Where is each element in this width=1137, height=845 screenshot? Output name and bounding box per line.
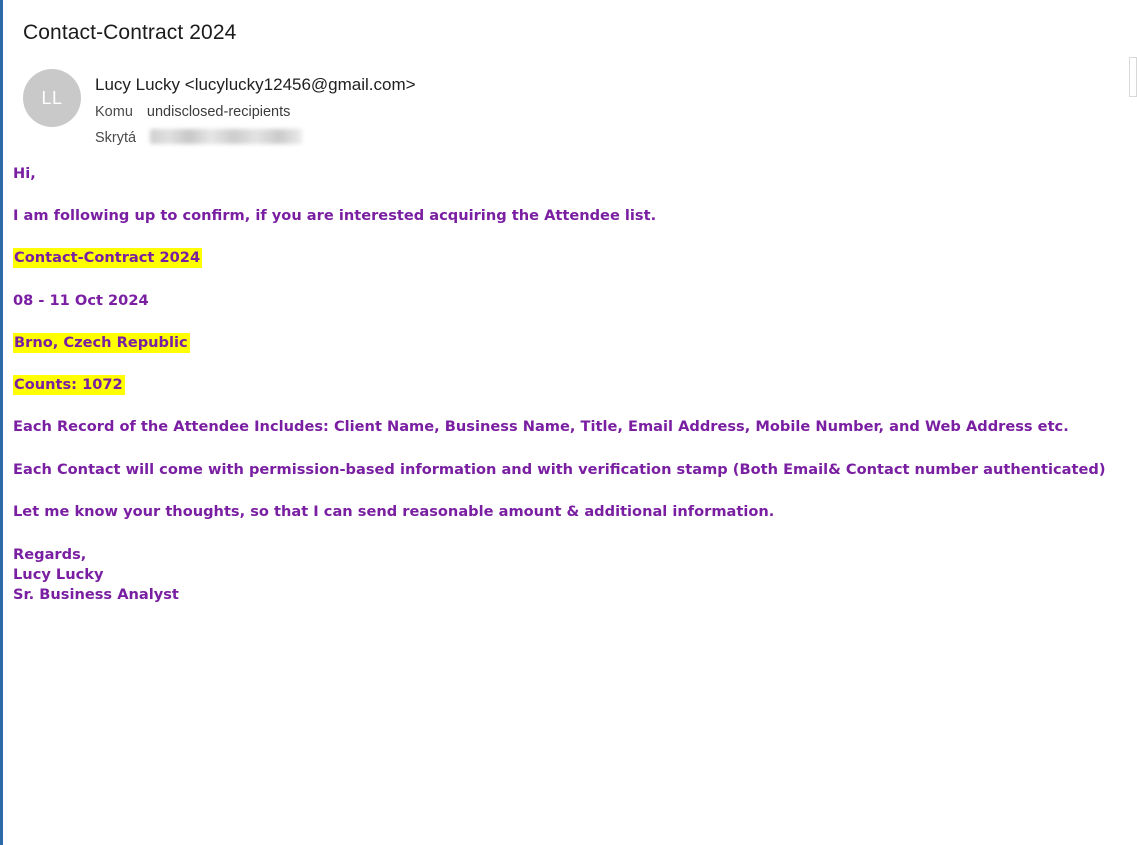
bcc-redacted-value: [150, 129, 302, 144]
avatar: LL: [23, 69, 81, 127]
body-event-location: [13, 334, 1137, 352]
event-location-highlight: Brno, Czech Republic: [14, 333, 188, 351]
to-label: Komu: [95, 104, 133, 120]
body-closing: Let me know your thoughts, so that I can send reasonable amount & additional information.: [13, 502, 775, 520]
body-counts: [13, 376, 1137, 394]
signature-block: [13, 545, 1137, 605]
recipient-row-bcc: [95, 129, 302, 146]
page-title: Contact-Contract 2024: [23, 21, 237, 44]
message-body: [13, 165, 1137, 605]
body-event-name: [13, 249, 1137, 267]
left-accent-rail: [0, 0, 3, 845]
body-permission-note: Each Contact will come with permission-based information and with verification stamp (Both Email& Contact number authenticated): [13, 460, 1106, 478]
vertical-scrollbar[interactable]: [1129, 57, 1137, 97]
bcc-label: Skrytá: [95, 130, 137, 146]
recipient-row-to: [95, 104, 290, 120]
to-value[interactable]: undisclosed-recipients: [146, 104, 291, 120]
sender-address[interactable]: Lucy Lucky <lucylucky12456@gmail.com>: [95, 75, 416, 94]
body-event-dates: 08 - 11 Oct 2024: [13, 291, 149, 309]
event-name-highlight: Contact-Contract 2024: [14, 249, 201, 267]
body-record-details: Each Record of the Attendee Includes: Client Name, Business Name, Title, Email Address, Mobile Number, and Web Address etc.: [13, 418, 1069, 436]
signature-signoff: Regards,: [13, 546, 87, 564]
body-intro: I am following up to confirm, if you are interested acquiring the Attendee list.: [13, 207, 657, 225]
body-greeting: Hi,: [13, 165, 36, 182]
signature-title: Sr. Business Analyst: [13, 586, 179, 604]
signature-name: Lucy Lucky: [13, 566, 104, 584]
counts-highlight: Counts: 1072: [14, 376, 123, 394]
